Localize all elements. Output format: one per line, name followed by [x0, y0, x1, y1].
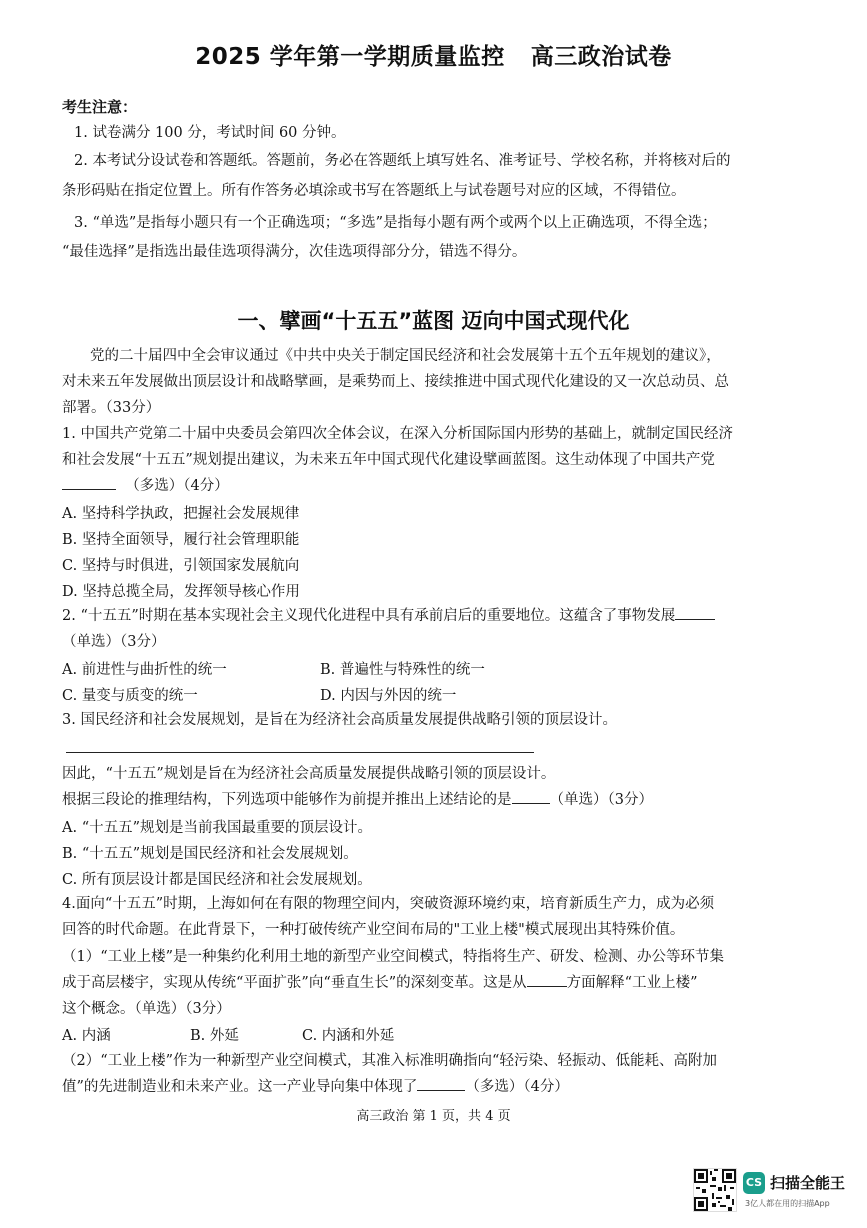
section-intro-line2: 对未来五年发展做出顶层设计和战略擘画，是乘势而上、接续推进中国式现代化建设的又一次总动员、总: [62, 374, 729, 390]
q3-conclusion: 因此，“十五五”规划是旨在为经济社会高质量发展提供战略引领的顶层设计。: [62, 766, 556, 782]
q1-option-a[interactable]: A. 坚持科学执政，把握社会发展规律: [62, 506, 300, 522]
q1-stem-line1: 1. 中国共产党第二十届中央委员会第四次全体会议，在深入分析国际国内形势的基础上，就制定国民经济: [62, 426, 733, 442]
notice-item-3-line2: “最佳选择”是指选出最佳选项得满分，次佳选项得部分分，错选不得分。: [62, 244, 527, 260]
camscanner-logo-icon: CS: [743, 1172, 765, 1194]
q4-sub2-line1: （2）“工业上楼”作为一种新型产业空间模式，其准入标准明确指向“轻污染、轻振动、低能耗、高附加: [62, 1053, 717, 1069]
q3-question-line: [62, 789, 653, 811]
q2-answer-blank[interactable]: [675, 605, 715, 620]
q4-sub1-line1: （1）“工业上楼”是一种集约化利用土地的新型产业空间模式，特指将生产、研发、检测、办公等环节集: [62, 949, 725, 965]
section-intro-line3: 部署。（33分）: [62, 400, 161, 416]
exam-title: [0, 38, 867, 71]
q4-sub2-type-score: （多选）（4分）: [465, 1079, 569, 1095]
q2-option-c[interactable]: C. 量变与质变的统一: [62, 688, 198, 704]
q3-option-c[interactable]: C. 所有顶层设计都是国民经济和社会发展规划。: [62, 872, 372, 888]
q4-sub1-option-b[interactable]: B. 外延: [190, 1028, 239, 1044]
notice-item-1: 1. 试卷满分 100 分，考试时间 60 分钟。: [74, 125, 346, 141]
section-heading: 一、擘画“十五五”蓝图 迈向中国式现代化: [237, 309, 630, 333]
q1-stem-line3: [62, 475, 229, 497]
q4-sub2-line2: [62, 1076, 569, 1098]
q4-stem-line2: 回答的时代命题。在此背景下，一种打破传统产业空间布局的"工业上楼"模式展现出其特殊价值。: [62, 922, 685, 938]
q1-option-d[interactable]: D. 坚持总揽全局，发挥领导核心作用: [62, 584, 300, 600]
q4-sub1-line2: [62, 972, 697, 994]
section-intro-line1: 党的二十届四中全会审议通过《中共中央关于制定国民经济和社会发展第十五个五年规划的建议》，: [90, 348, 721, 364]
q1-option-c[interactable]: C. 坚持与时俱进，引领国家发展航向: [62, 558, 300, 574]
q4-sub1-text: 成于高层楼宇，实现从传统“平面扩张”向“垂直生长”的深刻变革。这是从: [62, 975, 527, 991]
q2-stem-line2: （单选）（3分）: [62, 634, 166, 650]
exam-title-part2: 高三政治试卷: [530, 44, 672, 70]
notice-item-2-line1: 2. 本考试分设试卷和答题纸。答题前，务必在答题纸上填写姓名、准考证号、学校名称，并将核对后的: [74, 153, 731, 169]
camscanner-tagline: 3亿人都在用的扫描App: [745, 1199, 830, 1208]
q2-stem-text: 2. “十五五”时期在基本实现社会主义现代化进程中具有承前启后的重要地位。这蕴含了事物发展: [62, 608, 676, 624]
q2-stem-line1: [62, 605, 715, 627]
q4-sub2-text: 值”的先进制造业和未来产业。这一产业导向集中体现了: [62, 1079, 418, 1095]
q4-sub1-option-c[interactable]: C. 内涵和外延: [302, 1028, 395, 1044]
q3-option-a[interactable]: A. “十五五”规划是当前我国最重要的顶层设计。: [62, 820, 373, 836]
q3-answer-blank[interactable]: [512, 789, 550, 804]
q1-answer-blank[interactable]: [62, 475, 116, 490]
q3-question-text: 根据三段论的推理结构，下列选项中能够作为前提并推出上述结论的是: [62, 792, 512, 808]
q3-option-b[interactable]: B. “十五五”规划是国民经济和社会发展规划。: [62, 846, 358, 862]
q4-sub1-line3: 这个概念。（单选）（3分）: [62, 1001, 231, 1017]
notice-item-2-line2: 条形码贴在指定位置上。所有作答务必填涂或书写在答题纸上与试卷题号对应的区域，不得错位。: [62, 183, 686, 199]
q1-type-score: （多选）（4分）: [125, 478, 229, 494]
notice-heading: 考生注意：: [62, 98, 138, 116]
q4-sub1-text-tail: 方面解释“工业上楼”: [566, 975, 698, 991]
q1-stem-line2: 和社会发展“十五五”规划提出建议，为未来五年中国式现代化建设擘画蓝图。这生动体现了中国共产党: [62, 452, 715, 468]
q4-sub2-answer-blank[interactable]: [417, 1076, 465, 1091]
q4-stem-line1: 4.面向“十五五”时期，上海如何在有限的物理空间内，突破资源环境约束，培育新质生产力，成为必须: [62, 896, 715, 912]
q3-major-premise: 3. 国民经济和社会发展规划，是旨在为经济社会高质量发展提供战略引领的顶层设计。: [62, 712, 617, 728]
q2-option-d[interactable]: D. 内因与外因的统一: [320, 688, 457, 704]
q3-type-score: （单选）（3分）: [549, 792, 653, 808]
exam-title-part1: 2025 学年第一学期质量监控: [195, 44, 505, 70]
camscanner-app-name: 扫描全能王: [770, 1174, 846, 1192]
q1-option-b[interactable]: B. 坚持全面领导，履行社会管理职能: [62, 532, 300, 548]
notice-item-3-line1: 3. “单选”是指每小题只有一个正确选项；“多选”是指每小题有两个或两个以上正确选项，不得全选；: [74, 215, 717, 231]
q2-option-a[interactable]: A. 前进性与曲折性的统一: [62, 662, 227, 678]
q3-premise-blank-line[interactable]: [66, 752, 534, 753]
q4-sub1-option-a[interactable]: A. 内涵: [62, 1028, 111, 1044]
q4-sub1-answer-blank[interactable]: [527, 972, 567, 987]
qr-code-icon: [693, 1168, 737, 1212]
q2-option-b[interactable]: B. 普遍性与特殊性的统一: [320, 662, 485, 678]
page-footer: 高三政治 第 1 页，共 4 页: [356, 1109, 511, 1124]
